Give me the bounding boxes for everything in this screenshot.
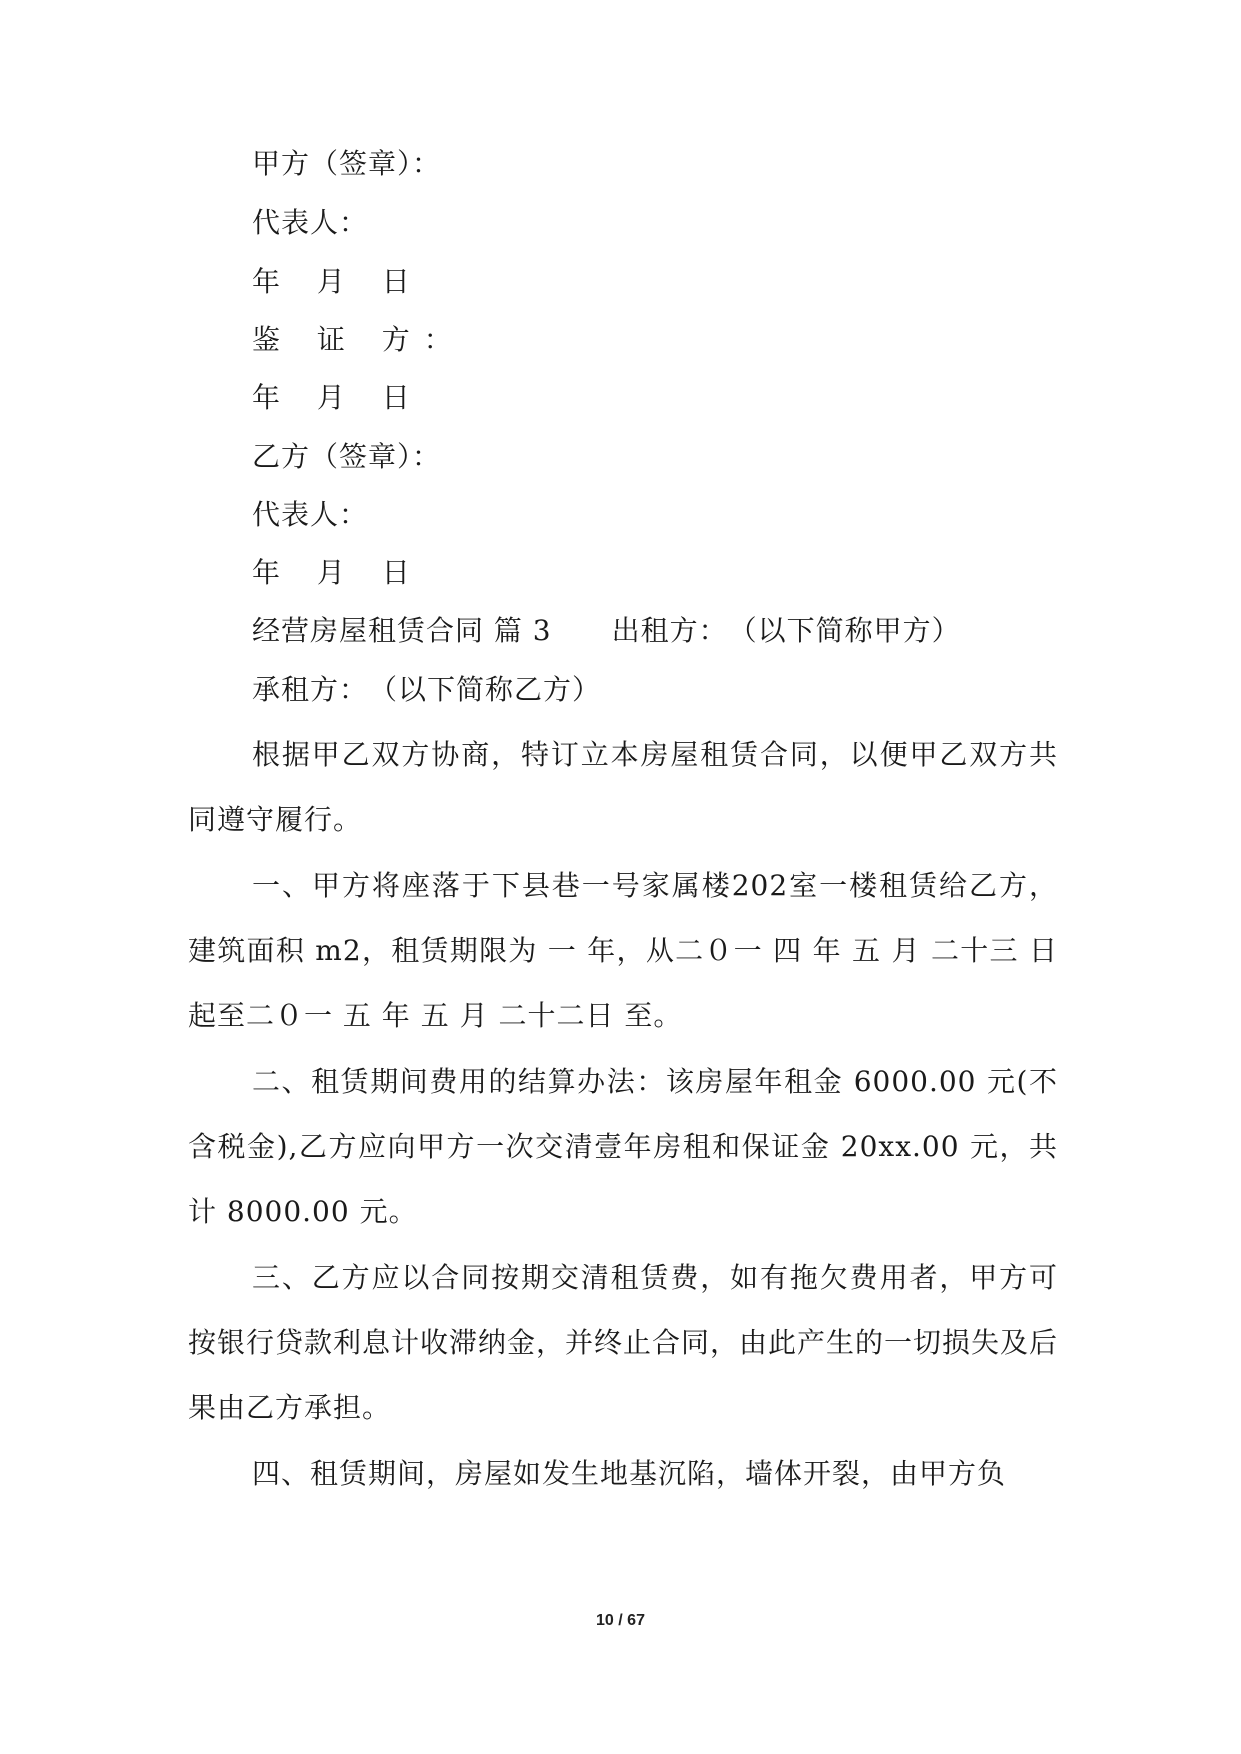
party-a-representative-line: 代表人： xyxy=(252,206,369,239)
witness-date-line: 年 月 日 xyxy=(252,381,424,414)
party-b-signature-line: 乙方（签章）： xyxy=(252,440,442,473)
page-number: 10 / 67 xyxy=(596,1612,645,1629)
contract-heading-line xyxy=(252,611,961,651)
paragraph-clause-1: 一、甲方将座落于下县巷一号家属楼202室一楼租赁给乙方，建筑面积 m2，租赁期限为 一 年，从二０一 四 年 五 月 二十三 日起至二０一 五 年 五 月 二十二日 至。 xyxy=(188,869,1058,1032)
paragraph-clause-4: 四、租赁期间，房屋如发生地基沉陷，墙体开裂，由甲方负 xyxy=(252,1457,1007,1490)
contract-title: 经营房屋租赁合同 篇 3 xyxy=(252,614,552,647)
lessor-label: 出租方： （以下简称甲方） xyxy=(611,614,961,647)
paragraph-clause-3: 三、乙方应以合同按期交清租赁费，如有拖欠费用者，甲方可按银行贷款利息计收滞纳金，并终止合同，由此产生的一切损失及后果由乙方承担。 xyxy=(188,1261,1059,1424)
paragraph-clause-2: 二、租赁期间费用的结算办法：该房屋年租金 6000.00 元(不含税金),乙方应向甲方一次交清壹年房租和保证金 20xx.00 元，共计 8000.00 元。 xyxy=(188,1065,1058,1228)
lessee-line: 承租方： （以下简称乙方） xyxy=(252,673,602,706)
party-b-date-line: 年 月 日 xyxy=(252,556,424,589)
party-a-date-line: 年 月 日 xyxy=(252,265,424,298)
paragraph-intro: 根据甲乙双方协商，特订立本房屋租赁合同，以便甲乙双方共同遵守履行。 xyxy=(188,738,1058,836)
party-b-representative-line: 代表人： xyxy=(252,498,369,531)
party-a-signature-line: 甲方（签章）： xyxy=(252,147,442,180)
witness-line: 鉴 证 方： xyxy=(252,323,466,356)
